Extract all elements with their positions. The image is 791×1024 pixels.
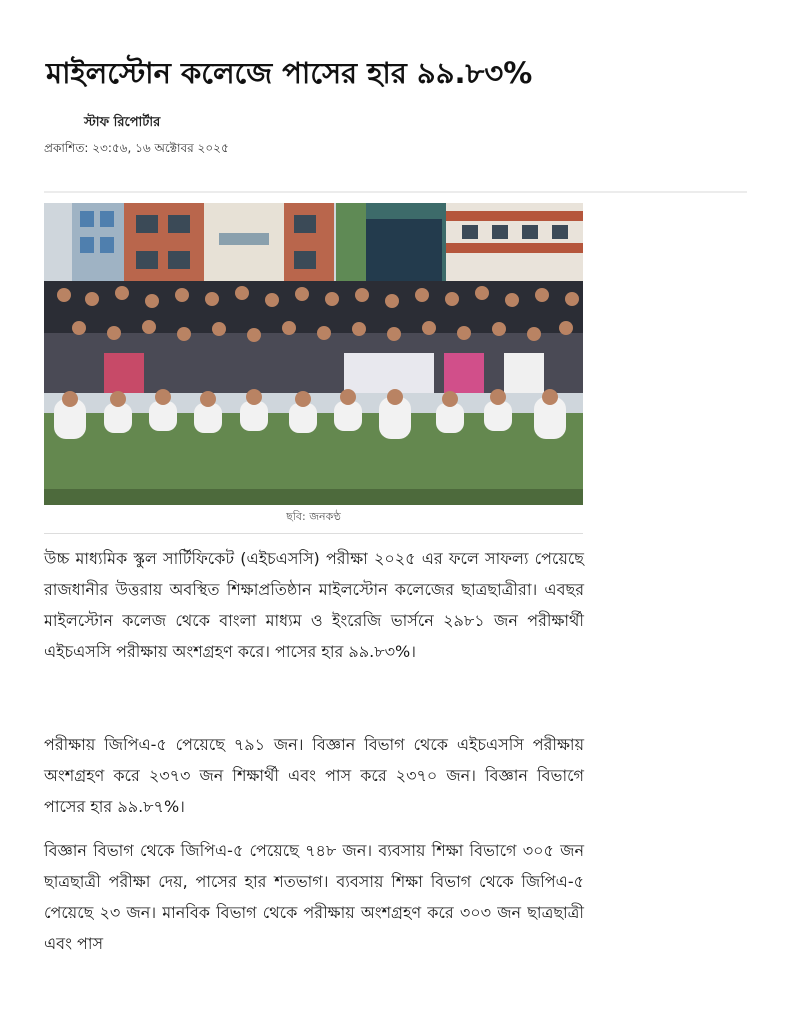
publish-label: প্রকাশিত: [44,141,89,155]
header-divider [44,191,747,193]
article-headline: মাইলস্টোন কলেজে পাসের হার ৯৯.৮৩% [46,56,533,90]
author-name[interactable]: স্টাফ রিপোর্টার [84,115,161,130]
article-paragraph: বিজ্ঞান বিভাগ থেকে জিপিএ-৫ পেয়েছে ৭৪৮ জন। ব্যবসায় শিক্ষা বিভাগে ৩০৫ জন ছাত্রছাত্রী পরীক্ষা দেয়, পাসের হার শতভাগ। ব্যবসায় শিক্ষা বিভাগ থেকে জিপিএ-৫ পেয়েছে ২৩ জন। মানবিক বিভাগ থেকে পরীক্ষায় অংশগ্রহণ করে ৩০৩ জন ছাত্রছাত্রী এবং পাস [44,841,584,953]
caption-divider [44,533,583,534]
article-paragraph: পরীক্ষায় জিপিএ-৫ পেয়েছে ৭৯১ জন। বিজ্ঞান বিভাগ থেকে এইচএসসি পরীক্ষায় অংশগ্রহণ করে ২৩৭৩ জন শিক্ষার্থী এবং পাস করে ২৩৭০ জন। বিজ্ঞান বিভাগে পাসের হার ৯৯.৮৭%। [44,735,584,816]
publish-info [44,140,229,160]
publish-datetime: ২৩:৫৬, ১৬ অক্টোবর ২০২৫ [92,141,229,155]
group-photo-illustration [44,203,583,505]
photo-caption: ছবি: জনকণ্ঠ [286,510,341,523]
article-photo [44,203,583,505]
article-paragraph: উচ্চ মাধ্যমিক স্কুল সার্টিফিকেট (এইচএসসি) পরীক্ষা ২০২৫ এর ফলে সাফল্য পেয়েছে রাজধানীর উত্তরায় অবস্থিত শিক্ষাপ্রতিষ্ঠান মাইলস্টোন কলেজের ছাত্রছাত্রীরা। এবছর মাইলস্টোন কলেজ থেকে বাংলা মাধ্যম ও ইংরেজি ভার্সনে ২৯৮১ জন পরীক্ষার্থী এইচএসসি পরীক্ষায় অংশগ্রহণ করে। পাসের হার ৯৯.৮৩%। [44,549,584,661]
